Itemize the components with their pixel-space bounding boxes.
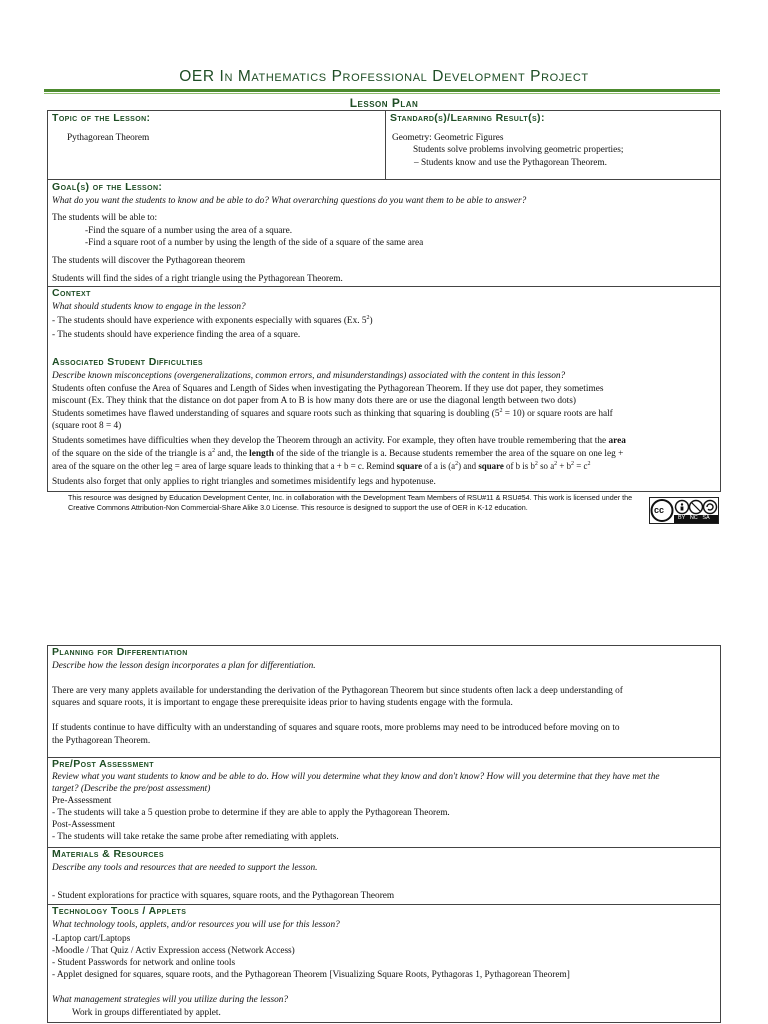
topic-value: Pythagorean Theorem <box>67 133 150 143</box>
goals-prompt: What do you want the students to know and be able to do? What overarching questions do you want them to be able to answer? <box>52 196 527 206</box>
assessment-line-3: Post-Assessment <box>52 820 116 830</box>
difficulties-p3-sup-1: 2 <box>212 448 216 454</box>
technology-line-5: Work in groups differentiated by applet. <box>72 1008 221 1018</box>
difficulties-p2-line-2: (square root 8 = 4) <box>52 421 122 431</box>
standards-heading: Standard(s)/Learning Result(s): <box>390 112 545 124</box>
lesson-plan-title: Lesson Plan <box>349 96 419 110</box>
materials-line-1: - Student explorations for practice with squares, square roots, and the Pythagorean Theorem <box>52 891 395 901</box>
technology-line-1: -Laptop cart/Laptops <box>52 934 131 944</box>
differentiation-heading: Planning for Differentiation <box>52 646 188 658</box>
goals-heading: Goal(s) of the Lesson: <box>52 181 163 193</box>
difficulties-p3-line-1 <box>52 436 626 447</box>
cc-caption: BY NC SA <box>678 515 710 521</box>
standards-line-1: Geometry: Geometric Figures <box>392 133 504 143</box>
differentiation-p2-line-2: the Pythagorean Theorem. <box>52 736 151 746</box>
difficulties-p3-text-2: of the square on the side of the triangle is a <box>52 449 213 459</box>
difficulties-p3-sup-5: 2 <box>571 461 575 467</box>
difficulties-prompt: Describe known misconceptions (overgeneralizations, common errors, and misunderstandings) associated with the content in this lesson? <box>52 371 566 381</box>
technology-line-3: - Student Passwords for network and online tools <box>52 958 236 968</box>
goals-line-5: Students will find the sides of a right triangle using the Pythagorean Theorem. <box>52 274 343 284</box>
standards-line-3: – Students know and use the Pythagorean Theorem. <box>414 158 607 168</box>
difficulties-p2-line-1 <box>52 409 613 420</box>
differentiation-p1-line-1: There are very many applets available for understanding the derivation of the Pythagorean Theorem but since students often lack a deep understanding of <box>52 686 623 696</box>
technology-prompt: What technology tools, applets, and/or resources you will use for this lesson? <box>52 920 340 930</box>
difficulties-p3-text-10: + b <box>557 461 572 471</box>
difficulties-p3-line-2 <box>52 449 623 460</box>
difficulties-p3-text-9: so a <box>537 461 555 471</box>
assessment-line-4: - The students will take retake the same probe after remediating with applets. <box>52 832 339 842</box>
document-title: OER In Mathematics Professional Development Project <box>179 68 589 85</box>
difficulties-p3-sup-3: 2 <box>534 461 538 467</box>
difficulties-p3-bold-square-2: square <box>478 461 504 471</box>
difficulties-p3-text-4: of the side of the triangle is a. Because students remember the area of the square on one leg + <box>273 449 624 459</box>
goals-row-divider <box>47 286 721 287</box>
technology-line-4: - Applet designed for squares, square roots, and the Pythagorean Theorem [Visualizing Square Roots, Pythagoras 1, Pythagorean Theorem] <box>52 970 570 980</box>
goals-line-2: -Find the square of a number using the area of a square. <box>85 226 293 236</box>
difficulties-p1-line-1: Students often confuse the Area of Squares and Length of Sides when investigating the Pythagorean Theorem. If they use dot paper, they sometimes <box>52 384 604 394</box>
technology-prompt-2: What management strategies will you utilize during the lesson? <box>52 995 289 1005</box>
difficulties-p3-text-7: ) and <box>458 461 479 471</box>
difficulties-p3-text-8: of b is b <box>503 461 535 471</box>
difficulties-heading: Associated Student Difficulties <box>52 356 203 368</box>
difficulties-p3-text-6: of a is (a <box>422 461 456 471</box>
materials-prompt: Describe any tools and resources that are needed to support the lesson. <box>52 863 318 873</box>
difficulties-p3-text-3: and, the <box>215 449 250 459</box>
difficulties-p3-bold-length: length <box>249 449 274 459</box>
context-line-2: - The students should have experience finding the area of a square. <box>52 330 301 340</box>
difficulties-p3-sup-6: 2 <box>587 461 591 467</box>
technology-line-2: -Moodle / That Quiz / Activ Expression access (Network Access) <box>52 946 295 956</box>
difficulties-p3-line-3 <box>52 461 590 472</box>
difficulties-p2-sup: 2 <box>499 408 503 414</box>
goals-line-1: The students will be able to: <box>52 213 158 223</box>
difficulties-p3-sup-2: 2 <box>455 461 459 467</box>
difficulties-p3-text-1: Students sometimes have difficulties when they develop the Theorem through an activity. For example, they often have trouble remembering that the <box>52 436 609 446</box>
difficulties-p3-sup-4: 2 <box>554 461 558 467</box>
difficulties-p1-line-2: miscount (Ex. They think that the distance on dot paper from A to B is how many dots there are or use the diagonal length between two dots) <box>52 396 576 406</box>
creative-commons-badge-icon <box>649 497 719 524</box>
differentiation-prompt: Describe how the lesson design incorporates a plan for differentiation. <box>52 661 316 671</box>
context-prompt: What should students know to engage in the lesson? <box>52 302 246 312</box>
difficulties-p3-text-11: = c <box>574 461 588 471</box>
context-heading: Context <box>52 287 91 299</box>
assessment-line-1: Pre-Assessment <box>52 796 112 806</box>
difficulties-p2-text-1: Students sometimes have flawed understanding of squares and square roots such as thinking that squaring is doubling (5 <box>52 409 500 419</box>
difficulties-p3-bold-square-1: square <box>396 461 423 471</box>
header-rule-thin <box>44 93 720 94</box>
cc-label: cc <box>654 505 665 515</box>
context-line-1 <box>52 316 373 327</box>
assessment-line-2: - The students will take a 5 question probe to determine if they are able to apply the Pythagorean Theorem. <box>52 808 450 818</box>
context-line-1-sup: 2 <box>366 315 370 321</box>
differentiation-p1-line-2: squares and square roots, it is important to engage these prerequisite ideas prior to having students engage with the formula. <box>52 698 513 708</box>
assessment-heading: Pre/Post Assessment <box>52 758 154 770</box>
difficulties-p2-text-2: = 10) or square roots are half <box>502 409 613 419</box>
context-line-1-end: ) <box>369 316 373 326</box>
assessment-prompt-line-1: Review what you want students to know and be able to do. How will you determine what they know and don't know? How will you determine that they have met the <box>52 772 660 782</box>
differentiation-p2-line-1: If students continue to have difficulty with an understanding of squares and square roots, more problems may need to be introduced before moving on to <box>52 723 620 733</box>
header-rule <box>44 89 720 92</box>
standards-line-2: Students solve problems involving geometric properties; <box>413 145 624 155</box>
difficulties-p4: Students also forget that only applies to right triangles and sometimes misidentify legs and hypotenuse. <box>52 477 436 487</box>
context-line-1-text: - The students should have experience with exponents especially with squares (Ex. 5 <box>52 316 367 326</box>
topic-row-divider <box>47 179 721 180</box>
goals-line-4: The students will discover the Pythagorean theorem <box>52 256 246 266</box>
lesson-table-top <box>47 110 721 492</box>
technology-heading: Technology Tools / Applets <box>52 905 187 917</box>
assessment-prompt-line-2: target? (Describe the pre/post assessment) <box>52 784 211 794</box>
difficulties-p3-text-5: area of the square on the other leg = area of large square leads to thinking that a + b = c. Remind <box>52 461 397 471</box>
license-footer: This resource was designed by Education Development Center, Inc. in collaboration with the Development Team Members of RSU#11 & RSU#54. This work is licensed under the Creative Commons Attribution-Non Commercial-Share Alike 3.0 License. This resource is designed to support the use of OER in K-12 education. <box>68 493 633 512</box>
topic-standards-divider <box>385 110 386 180</box>
difficulties-p3-bold-area: area <box>608 436 626 446</box>
goals-line-3: -Find a square root of a number by using the length of the side of a square of the same area <box>85 238 424 248</box>
materials-heading: Materials & Resources <box>52 848 164 860</box>
topic-heading: Topic of the Lesson: <box>52 112 151 124</box>
